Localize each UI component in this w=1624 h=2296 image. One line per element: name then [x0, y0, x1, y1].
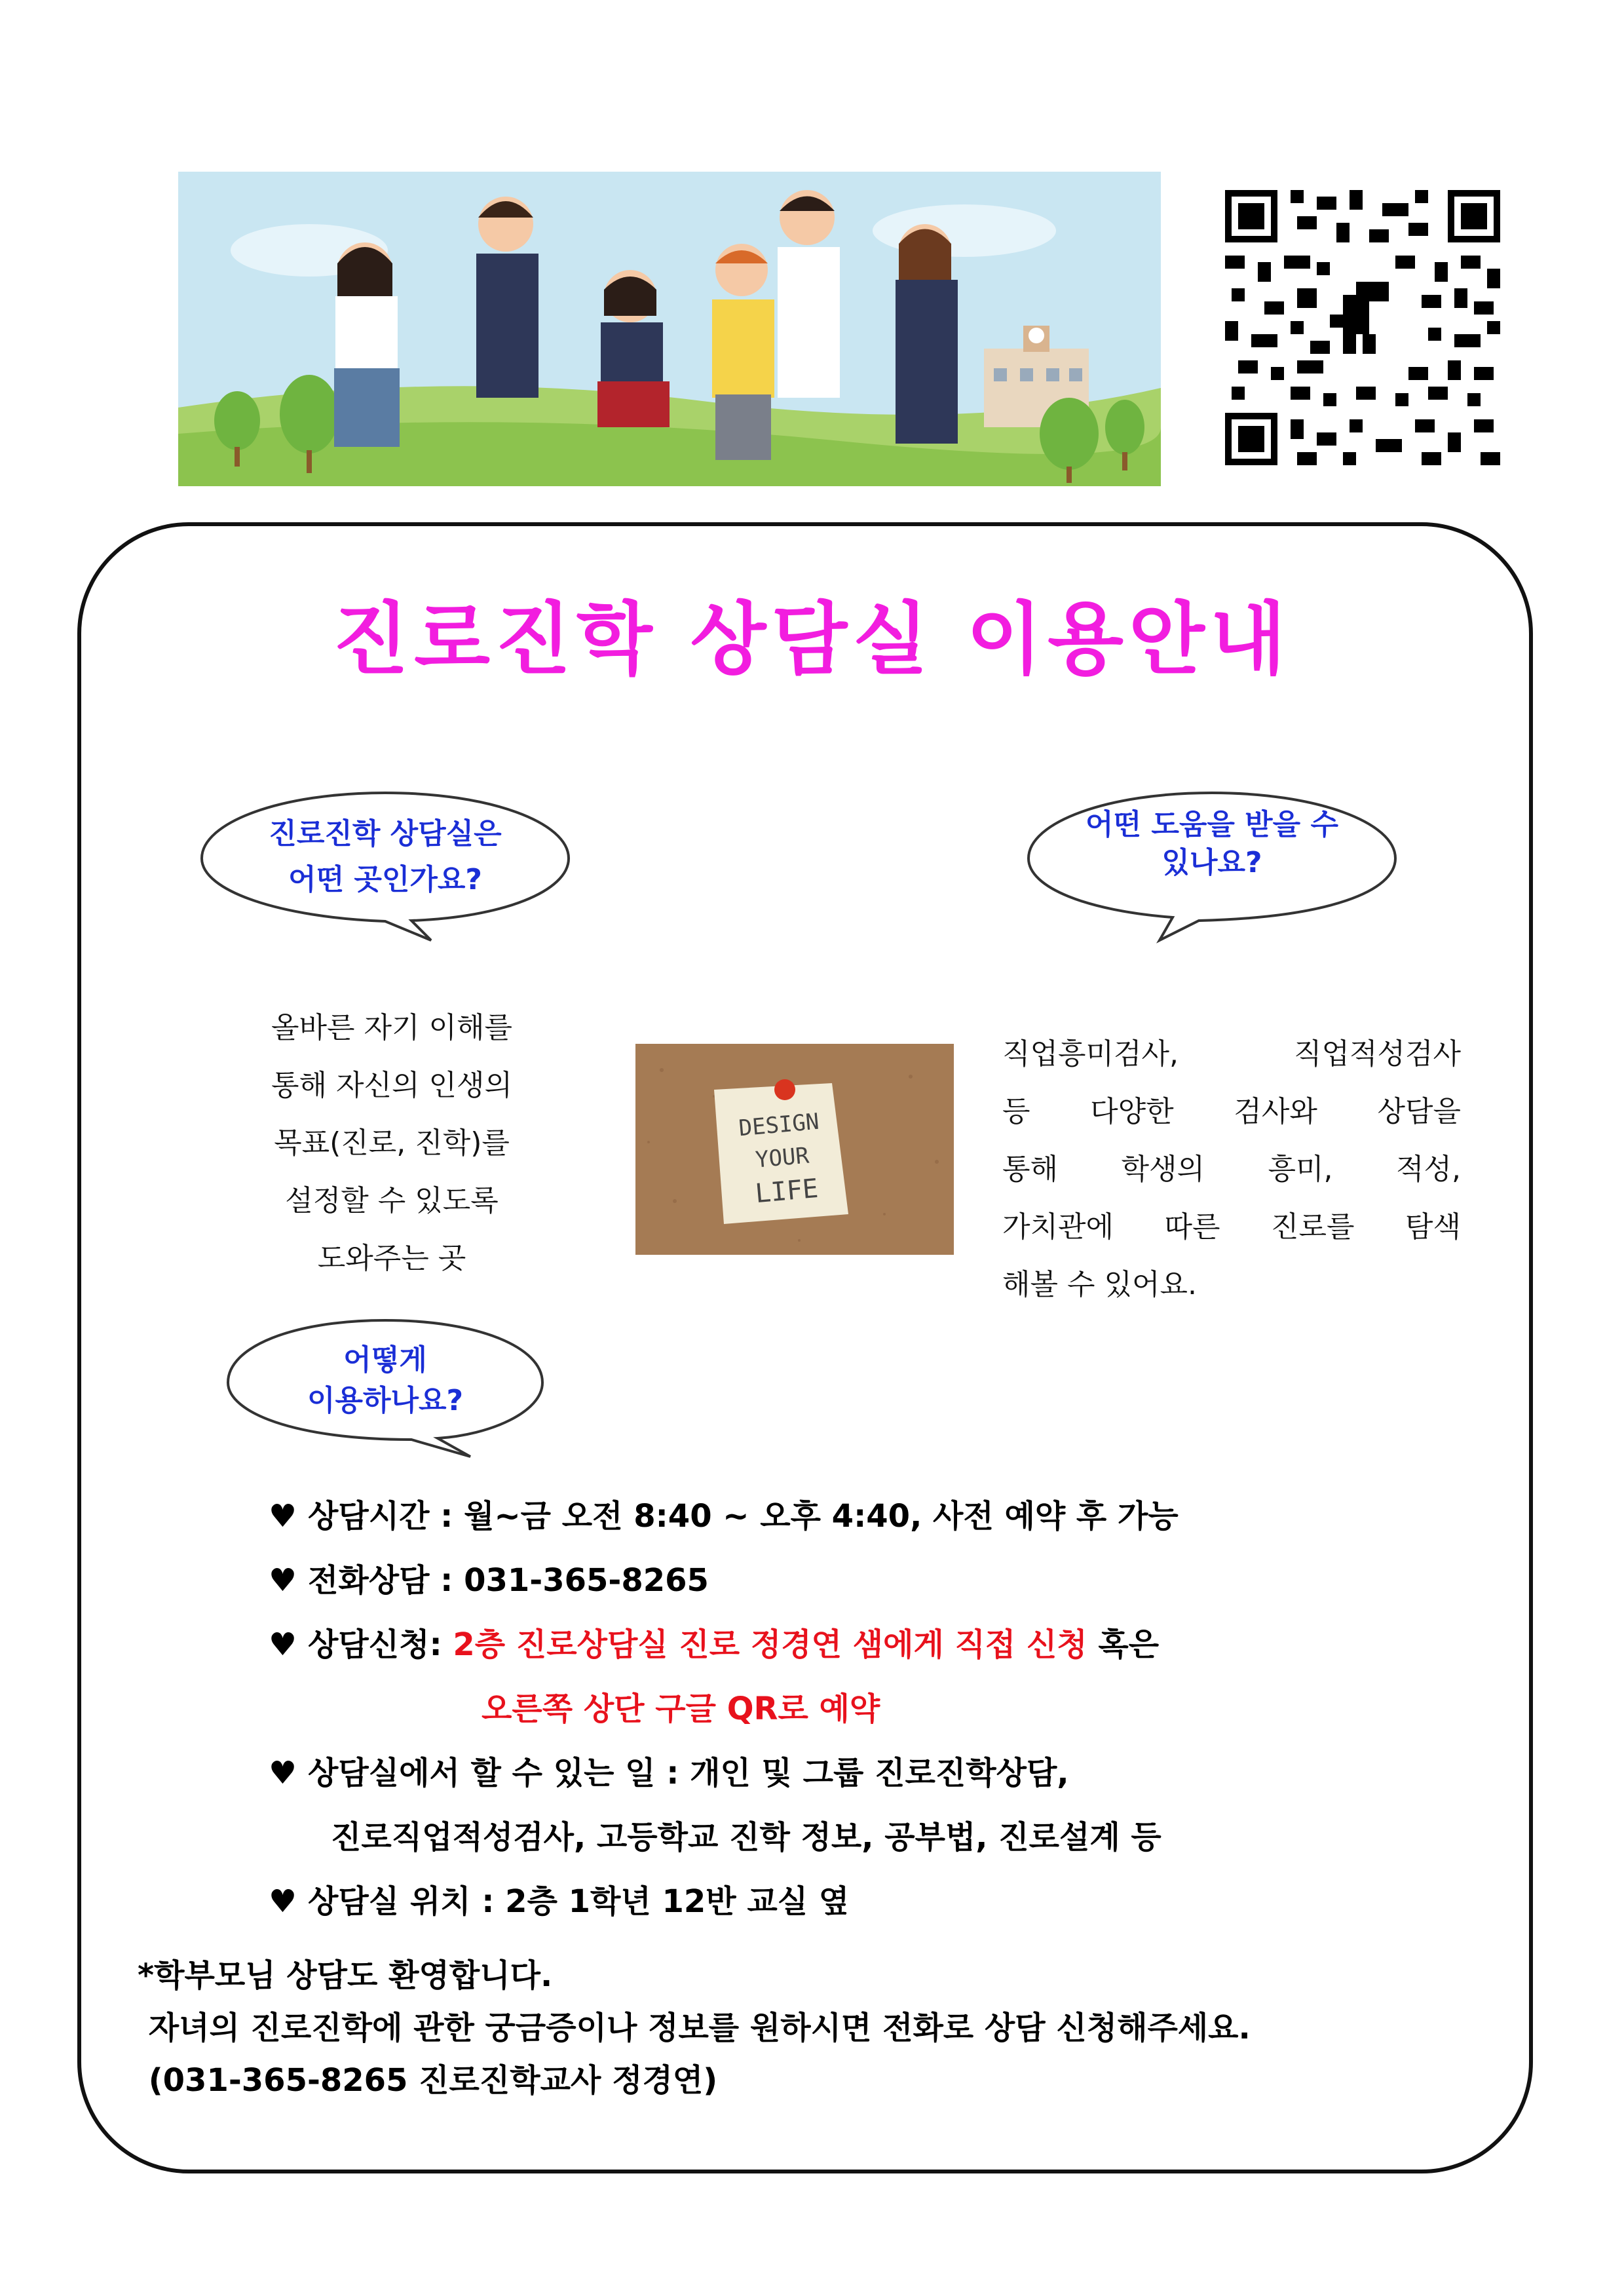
apply-label: 상담신청:	[308, 1626, 453, 1663]
heart-icon: ♥	[269, 1626, 297, 1663]
list-item-services	[269, 1741, 1179, 1805]
info-list	[269, 1484, 1179, 1934]
parent-note	[138, 1949, 1251, 2107]
desc-line: 목표(진로, 진학)를	[274, 1126, 510, 1160]
location-text: 상담실 위치 : 2층 1학년 12반 교실 옆	[308, 1883, 850, 1920]
desc-line: 가치관에 따른 진로를 탐색	[1002, 1210, 1461, 1244]
list-item-apply-cont	[269, 1677, 1179, 1741]
bubble-line: 어떤 도움을 받을 수	[1086, 808, 1338, 841]
students-banner-illustration	[178, 172, 1161, 486]
list-item-location	[269, 1869, 1179, 1934]
note-line: 자녀의 진로진학에 관한 궁금증이나 정보를 원하시면 전화로 상담 신청해주세요.	[138, 2010, 1251, 2046]
desc-line: 통해 학생의 흥미, 적성,	[1002, 1153, 1461, 1186]
speech-bubble-what-is	[176, 786, 595, 944]
your-word: YOUR	[754, 1142, 810, 1174]
bubble-line: 있나요?	[1161, 846, 1262, 879]
bubble-line: 이용하나요?	[307, 1384, 464, 1417]
qr-code-image[interactable]	[1225, 190, 1500, 465]
list-item-services-cont	[269, 1805, 1179, 1869]
bubble-line: 어떤 곳인가요?	[288, 863, 482, 896]
services-text-2: 진로직업적성검사, 고등학교 진학 정보, 공부법, 진로설계 등	[331, 1819, 1161, 1856]
page-title: 진로진학 상담실 이용안내	[333, 594, 1291, 685]
desc-line: 해볼 수 있어요.	[1002, 1268, 1197, 1301]
what-is-description	[208, 999, 575, 1288]
apply-qr-highlight: 오른쪽 상단 구글 QR로 예약	[482, 1691, 880, 1727]
heart-icon: ♥	[269, 1755, 297, 1791]
desc-line: 통해 자신의 인생의	[271, 1069, 512, 1102]
phone-text: 전화상담 : 031-365-8265	[308, 1562, 709, 1599]
bubble-line: 진로진학 상담실은	[269, 817, 502, 851]
note-line: *학부모님 상담도 환영합니다.	[138, 1957, 553, 1994]
apply-tail: 혹은	[1087, 1626, 1160, 1663]
desc-line: 직업흥미검사, 직업적성검사	[1002, 1037, 1461, 1071]
speech-bubble-how-to-use	[202, 1314, 569, 1458]
bubble-line: 어떻게	[343, 1343, 427, 1377]
list-item-apply	[269, 1613, 1179, 1677]
heart-icon: ♥	[269, 1883, 297, 1920]
speech-bubble-help	[1002, 786, 1422, 944]
help-description	[1002, 1025, 1461, 1314]
hours-text: 상담시간 : 월~금 오전 8:40 ~ 오후 4:40, 사전 예약 후 가능	[308, 1498, 1179, 1535]
heart-icon: ♥	[269, 1498, 297, 1535]
apply-highlight: 2층 진로상담실 진로 정경연 샘에게 직접 신청	[453, 1626, 1087, 1663]
note-line: (031-365-8265 진로진학교사 정경연)	[138, 2062, 718, 2099]
desc-line: 설정할 수 있도록	[285, 1184, 499, 1217]
desc-line: 올바른 자기 이해를	[271, 1011, 512, 1044]
services-text: 상담실에서 할 수 있는 일 : 개인 및 그룹 진로진학상담,	[308, 1755, 1069, 1791]
design-word: DESIGN	[738, 1108, 820, 1142]
list-item-hours	[269, 1484, 1179, 1548]
life-word: LIFE	[753, 1173, 820, 1210]
design-your-life-image	[635, 1044, 954, 1255]
desc-line: 등 다양한 검사와 상담을	[1002, 1095, 1461, 1128]
heart-icon: ♥	[269, 1562, 297, 1599]
desc-line: 도와주는 곳	[317, 1242, 466, 1275]
list-item-phone	[269, 1548, 1179, 1613]
